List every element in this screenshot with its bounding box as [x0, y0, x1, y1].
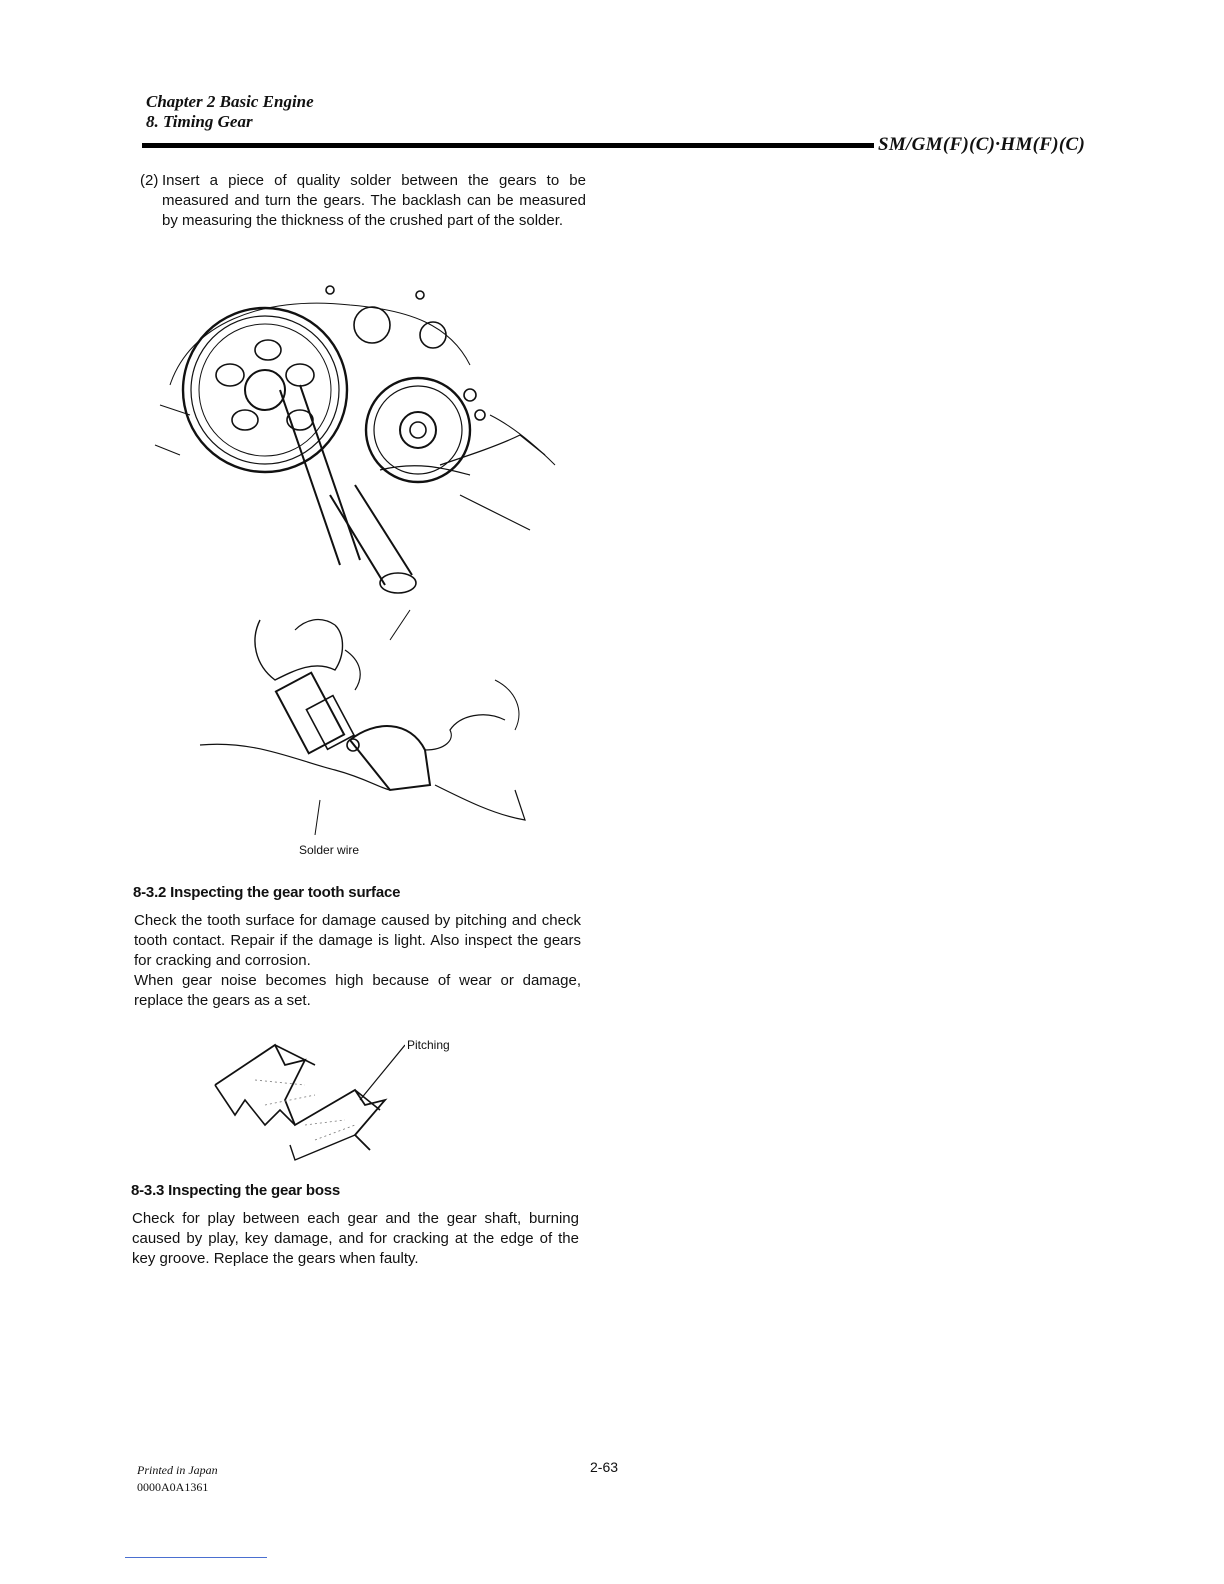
chapter-header: [146, 92, 314, 132]
model-code: SM/GM(F)(C)·HM(F)(C): [878, 134, 1086, 155]
section-title: 8. Timing Gear: [146, 112, 253, 131]
micrometer-illustration: [195, 600, 595, 835]
pitching-label: Pitching: [407, 1038, 450, 1052]
section-833-text: Check for play between each gear and the gear shaft, burning caused by play, key damage, and for cracking at the edge of the key groove. Replace the gears when faulty.: [132, 1210, 579, 1267]
tooth-pitching-illustration: [205, 1025, 405, 1170]
page-number: 2-63: [590, 1459, 619, 1475]
step-2-paragraph: [140, 171, 586, 231]
solder-wire-label: Solder wire: [299, 843, 360, 857]
gear-solder-illustration: [150, 265, 570, 605]
chapter-title: Chapter 2 Basic Engine: [146, 92, 314, 111]
step-number: (2): [140, 172, 159, 189]
section-832-text-1: Check the tooth surface for damage caused by pitching and check tooth contact. Repair if the damage is light. Also inspect the gears for cracking and corrosion.: [134, 912, 581, 969]
header-rule: [142, 143, 874, 148]
section-832-body: [134, 911, 581, 1011]
section-832-text-2: When gear noise becomes high because of wear or damage, replace the gears as a set.: [134, 972, 581, 1009]
section-833-heading: 8-3.3 Inspecting the gear boss: [131, 1182, 341, 1199]
printed-in-japan: Printed in Japan: [137, 1463, 218, 1477]
bottom-divider: [125, 1557, 267, 1558]
section-832-heading: 8-3.2 Inspecting the gear tooth surface: [133, 884, 401, 901]
document-code: 0000A0A1361: [137, 1480, 209, 1494]
step-text: Insert a piece of quality solder between the gears to be measured and turn the gears. The backlash can be measured by measuring the thickness of the crushed part of the solder.: [162, 172, 586, 229]
